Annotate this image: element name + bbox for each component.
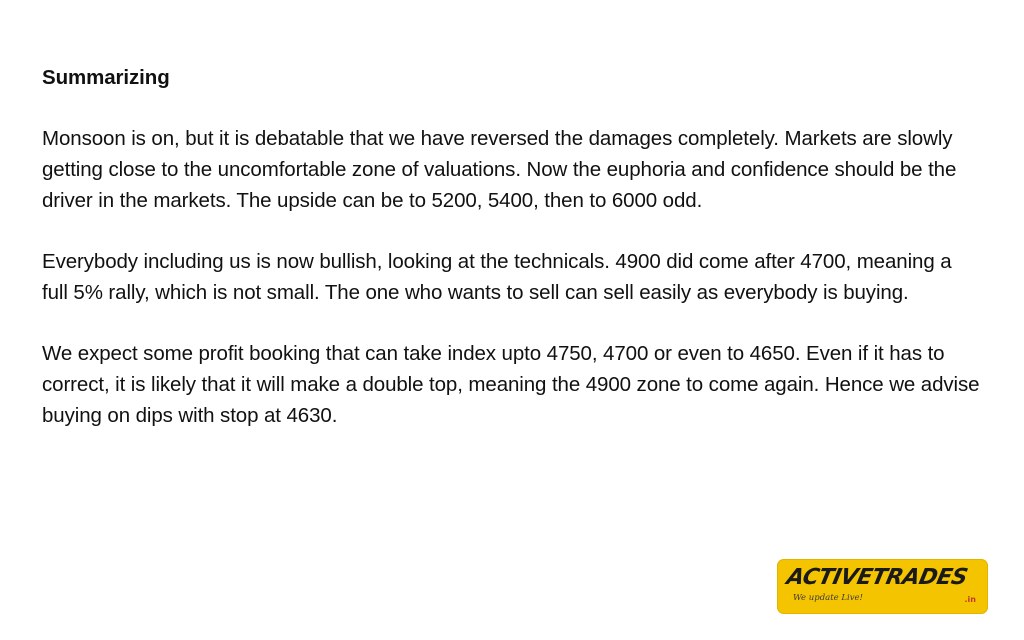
paragraph-monsoon: Monsoon is on, but it is debatable that we have reversed the damages completely. Markets are slowly getting close to the uncomfortable zone of valuations. Now the euphoria and confidence should be the driver in the markets. The upside can be to 5200, 5400, then to 6000 odd. [42,127,957,212]
activetrades-logo [777,559,988,614]
paragraph-profit-booking: We expect some profit booking that can take index upto 4750, 4700 or even to 4650. Even if it has to correct, it is likely that it will make a double top, meaning the 4900 zone to come again. Hence we advise buying on dips with stop at 4630. [42,342,980,427]
slide-content [42,63,982,431]
slide-heading: Summarizing [42,66,170,89]
paragraph-bullish: Everybody including us is now bullish, looking at the technicals. 4900 did come after 4700, meaning a full 5% rally, which is not small. The one who wants to sell can sell easily as everybody is buying. [42,250,952,304]
logo-wordmark: ACTIVETRADES [784,565,970,590]
spacer [42,217,982,248]
logo-tagline: We update Live! [793,593,863,603]
spacer [42,309,982,340]
logo-domain: .in [964,595,976,604]
spacer [42,94,982,125]
